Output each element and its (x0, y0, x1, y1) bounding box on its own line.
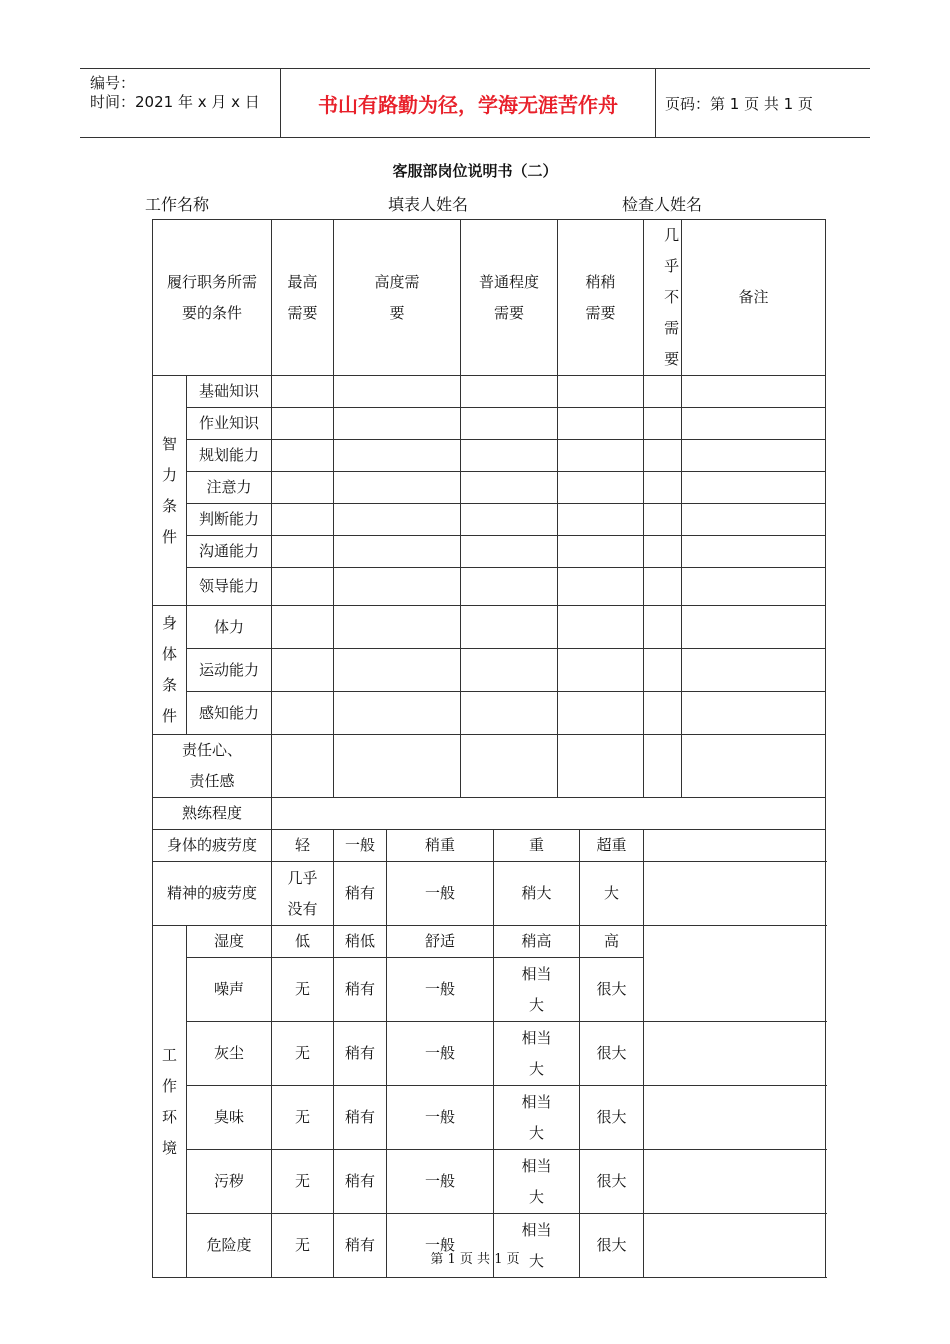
field-filler-name: 填表人姓名 (388, 195, 469, 214)
head-condition: 履行职务所需要的条件 (153, 220, 272, 376)
env-level: 稍有 (334, 1150, 387, 1214)
input-cell[interactable] (558, 606, 644, 649)
intel-item: 作业知识 (187, 408, 272, 440)
env-level: 无 (272, 1150, 334, 1214)
env-remark[interactable] (644, 1150, 826, 1214)
input-cell[interactable] (334, 649, 461, 692)
env-level: 一般 (387, 958, 494, 1022)
table-row (153, 1150, 826, 1214)
input-cell[interactable] (682, 536, 826, 568)
env-level: 很大 (580, 1086, 644, 1150)
intel-item: 基础知识 (187, 376, 272, 408)
table-row (153, 1086, 826, 1150)
env-humidity-level: 稍高 (494, 926, 580, 958)
table-row (153, 830, 826, 862)
input-cell[interactable] (334, 504, 461, 536)
table-row (153, 376, 826, 408)
input-cell[interactable] (334, 472, 461, 504)
input-cell[interactable] (558, 692, 644, 735)
mental-fatigue-level: 几乎没有 (272, 862, 334, 926)
header-meta (80, 69, 280, 137)
env-level: 一般 (387, 1022, 494, 1086)
input-cell[interactable] (644, 440, 682, 472)
responsibility-label: 责任心、责任感 (153, 735, 272, 798)
input-cell[interactable] (272, 692, 334, 735)
input-cell[interactable] (644, 536, 682, 568)
input-cell[interactable] (558, 504, 644, 536)
env-level: 无 (272, 958, 334, 1022)
input-cell[interactable] (558, 440, 644, 472)
env-level: 很大 (580, 1214, 644, 1278)
input-cell[interactable] (558, 472, 644, 504)
head-high: 高度需要 (334, 220, 461, 376)
input-cell[interactable] (682, 472, 826, 504)
table-row (153, 1022, 826, 1086)
env-humidity-level: 高 (580, 926, 644, 958)
input-cell[interactable] (644, 472, 682, 504)
mental-fatigue-level: 大 (580, 862, 644, 926)
mental-fatigue-level: 稍有 (334, 862, 387, 926)
input-cell[interactable] (272, 649, 334, 692)
body-item: 体力 (187, 606, 272, 649)
input-cell[interactable] (461, 376, 558, 408)
env-level: 很大 (580, 1150, 644, 1214)
input-cell[interactable] (272, 504, 334, 536)
input-cell[interactable] (558, 568, 644, 606)
input-cell[interactable] (644, 692, 682, 735)
env-level: 一般 (387, 1214, 494, 1278)
input-cell[interactable] (682, 735, 826, 798)
input-cell[interactable] (272, 568, 334, 606)
env-level: 相当大 (494, 1086, 580, 1150)
env-level: 无 (272, 1214, 334, 1278)
input-cell[interactable] (461, 649, 558, 692)
input-cell[interactable] (644, 376, 682, 408)
input-cell[interactable] (644, 408, 682, 440)
input-cell[interactable] (334, 692, 461, 735)
input-cell[interactable] (644, 649, 682, 692)
phys-fatigue-label: 身体的疲劳度 (153, 830, 272, 862)
table-row (153, 1214, 826, 1278)
env-humidity-label: 湿度 (187, 926, 272, 958)
table-row (153, 472, 826, 504)
env-level: 稍有 (334, 1022, 387, 1086)
table-row (153, 649, 826, 692)
env-item-label: 危险度 (187, 1214, 272, 1278)
group-intel: 智力条件 (153, 376, 187, 606)
input-cell[interactable] (682, 649, 826, 692)
input-cell[interactable] (644, 606, 682, 649)
intel-item: 判断能力 (187, 504, 272, 536)
input-cell[interactable] (334, 606, 461, 649)
proficiency-input[interactable] (272, 798, 826, 830)
intel-item: 领导能力 (187, 568, 272, 606)
env-remark[interactable] (644, 1214, 826, 1278)
page-header (80, 68, 870, 138)
input-cell[interactable] (558, 735, 644, 798)
body-item: 感知能力 (187, 692, 272, 735)
env-level: 稍有 (334, 1086, 387, 1150)
env-level: 无 (272, 1022, 334, 1086)
input-cell[interactable] (558, 408, 644, 440)
page-info: 页码：第 1 页 共 1 页 (665, 94, 813, 113)
mental-fatigue-label: 精神的疲劳度 (153, 862, 272, 926)
input-cell[interactable] (334, 376, 461, 408)
head-highest: 最高需要 (272, 220, 334, 376)
number-label: 编号： (90, 74, 136, 92)
table-row (153, 692, 826, 735)
env-level: 稍有 (334, 1214, 387, 1278)
input-cell[interactable] (272, 536, 334, 568)
env-level: 相当大 (494, 1214, 580, 1278)
table-row (153, 440, 826, 472)
field-checker-name: 检查人姓名 (622, 195, 703, 214)
mental-fatigue-level: 稍大 (494, 862, 580, 926)
mental-fatigue-remark[interactable] (644, 862, 826, 926)
env-level: 一般 (387, 1086, 494, 1150)
input-cell[interactable] (682, 408, 826, 440)
intel-item: 注意力 (187, 472, 272, 504)
table-row (153, 735, 826, 798)
head-normal: 普通程度需要 (461, 220, 558, 376)
input-cell[interactable] (272, 376, 334, 408)
phys-fatigue-level: 重 (494, 830, 580, 862)
phys-fatigue-level: 超重 (580, 830, 644, 862)
env-level: 相当大 (494, 1022, 580, 1086)
input-cell[interactable] (334, 568, 461, 606)
document-title: 客服部岗位说明书（二） (392, 162, 558, 180)
input-cell[interactable] (682, 606, 826, 649)
input-cell[interactable] (682, 692, 826, 735)
env-humidity-level: 稍低 (334, 926, 387, 958)
input-cell[interactable] (461, 735, 558, 798)
time-text: 时间：2021 年 x 月 x 日 (90, 93, 260, 111)
input-cell[interactable] (682, 440, 826, 472)
slogan: 书山有路勤为径，学海无涯苦作舟 (280, 69, 656, 137)
input-cell[interactable] (461, 536, 558, 568)
group-body: 身体条件 (153, 606, 187, 735)
phys-fatigue-remark[interactable] (644, 830, 826, 862)
field-job-name: 工作名称 (145, 195, 210, 214)
phys-fatigue-level: 稍重 (387, 830, 494, 862)
input-cell[interactable] (461, 440, 558, 472)
intel-item: 规划能力 (187, 440, 272, 472)
env-level: 无 (272, 1086, 334, 1150)
env-item-label: 灰尘 (187, 1022, 272, 1086)
env-level: 相当大 (494, 1150, 580, 1214)
env-level: 稍有 (334, 958, 387, 1022)
input-cell[interactable] (644, 568, 682, 606)
input-cell[interactable] (334, 440, 461, 472)
mental-fatigue-level: 一般 (387, 862, 494, 926)
input-cell[interactable] (682, 376, 826, 408)
input-cell[interactable] (682, 568, 826, 606)
input-cell[interactable] (272, 606, 334, 649)
input-cell[interactable] (461, 504, 558, 536)
input-cell[interactable] (461, 472, 558, 504)
head-remark: 备注 (682, 220, 826, 376)
env-item-label: 噪声 (187, 958, 272, 1022)
table-row (153, 504, 826, 536)
input-cell[interactable] (461, 692, 558, 735)
input-cell[interactable] (272, 472, 334, 504)
requirements-table (152, 219, 826, 1278)
input-cell[interactable] (644, 504, 682, 536)
table-row (153, 568, 826, 606)
table-row (153, 408, 826, 440)
input-cell[interactable] (461, 568, 558, 606)
input-cell[interactable] (682, 504, 826, 536)
env-remark[interactable] (644, 1022, 826, 1086)
env-humidity-level: 低 (272, 926, 334, 958)
env-level: 很大 (580, 1022, 644, 1086)
env-humidity-level: 舒适 (387, 926, 494, 958)
env-item-label: 污秽 (187, 1150, 272, 1214)
input-cell[interactable] (334, 536, 461, 568)
input-cell[interactable] (272, 408, 334, 440)
table-row (153, 798, 826, 830)
input-cell[interactable] (272, 440, 334, 472)
input-cell[interactable] (461, 606, 558, 649)
input-cell[interactable] (558, 536, 644, 568)
env-remark[interactable] (644, 1086, 826, 1150)
table-row (153, 926, 826, 958)
input-cell[interactable] (461, 408, 558, 440)
page-footer: 第 1 页 共 1 页 (430, 1252, 520, 1267)
env-level: 相当大 (494, 958, 580, 1022)
intel-item: 沟通能力 (187, 536, 272, 568)
table-row (153, 862, 826, 926)
proficiency-label: 熟练程度 (153, 798, 272, 830)
group-env: 工作环境 (153, 926, 187, 1278)
input-cell[interactable] (272, 735, 334, 798)
phys-fatigue-level: 一般 (334, 830, 387, 862)
table-row (153, 220, 826, 376)
phys-fatigue-level: 轻 (272, 830, 334, 862)
table-row (153, 606, 826, 649)
head-almost-none: 几乎不需要 (644, 220, 682, 376)
env-item-label: 臭味 (187, 1086, 272, 1150)
body-item: 运动能力 (187, 649, 272, 692)
env-level: 很大 (580, 958, 644, 1022)
env-remark[interactable] (644, 926, 826, 1022)
input-cell[interactable] (558, 649, 644, 692)
table-row (153, 536, 826, 568)
head-slight: 稍稍需要 (558, 220, 644, 376)
input-cell[interactable] (558, 376, 644, 408)
input-cell[interactable] (644, 735, 682, 798)
input-cell[interactable] (334, 735, 461, 798)
input-cell[interactable] (334, 408, 461, 440)
env-level: 一般 (387, 1150, 494, 1214)
